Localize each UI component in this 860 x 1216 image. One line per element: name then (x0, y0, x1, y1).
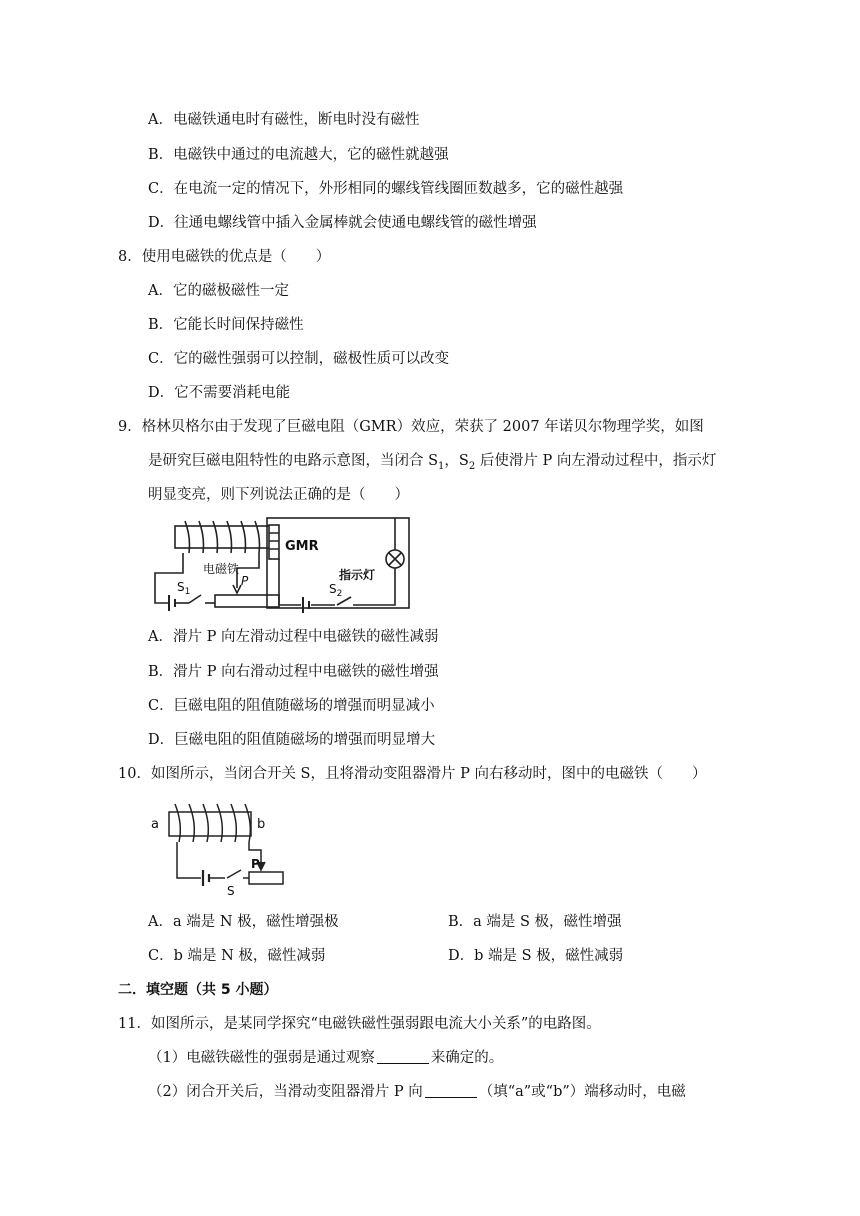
q8-option-a: A．它的磁极磁性一定 (148, 283, 289, 299)
q9-electromagnet-label: 电磁铁 (203, 562, 240, 576)
q9-rheostat (215, 595, 279, 607)
q9-s1-label: $S_1$ (177, 580, 191, 597)
q11-part2: （2）闭合开关后，当滑动变阻器滑片 P 向 （填“a”或“b”）端移动时，电磁 (148, 1084, 686, 1100)
q10-p-label: P (251, 857, 260, 871)
q10-stem: 10．如图所示，当闭合开关 S，且将滑动变阻器滑片 P 向右移动时，图中的电磁铁（ ） (118, 766, 707, 782)
q7-option-d: D．往通电螺线管中插入金属棒就会使通电螺线管的磁性增强 (148, 215, 537, 231)
q7-option-c: C．在电流一定的情况下，外形相同的螺线管线圈匝数越多，它的磁性越强 (148, 181, 624, 197)
q11-blank-1[interactable] (377, 1049, 429, 1064)
q9-lamp-label: 指示灯 (339, 568, 376, 582)
q8-option-d: D．它不需要消耗电能 (148, 385, 291, 401)
q10-option-a: A．a 端是 N 极，磁性增强极 (148, 914, 339, 930)
q11-blank-2[interactable] (425, 1083, 477, 1098)
q10-rheostat (249, 872, 283, 884)
q9-option-c: C．巨磁电阻的阻值随磁场的增强而明显减小 (148, 698, 435, 714)
q9-option-d: D．巨磁电阻的阻值随磁场的增强而明显增大 (148, 732, 436, 748)
q9-option-a: A．滑片 P 向左滑动过程中电磁铁的磁性减弱 (148, 629, 439, 645)
q8-option-b: B．它能长时间保持磁性 (148, 317, 304, 333)
q10-option-d: D．b 端是 S 极，磁性减弱 (448, 948, 624, 964)
q10-core (169, 812, 251, 836)
q9-option-b: B．滑片 P 向右滑动过程中电磁铁的磁性增强 (148, 664, 439, 680)
q10-s-label: S (227, 884, 235, 898)
q11-stem: 11．如图所示，是某同学探究“电磁铁磁性强弱跟电流大小关系”的电路图。 (118, 1016, 601, 1032)
q8-option-c: C．它的磁性强弱可以控制，磁极性质可以改变 (148, 351, 450, 367)
q11-part1: （1）电磁铁磁性的强弱是通过观察 来确定的。 (148, 1050, 504, 1066)
q9-stem-line1: 9．格林贝格尔由于发现了巨磁电阻（GMR）效应，荣获了 2007 年诺贝尔物理学奖，如图 (118, 419, 704, 435)
q10-option-b: B．a 端是 S 极，磁性增强 (448, 914, 622, 930)
q9-p-label: P (241, 574, 249, 588)
section-title: 二．填空题（共 5 小题） (118, 982, 278, 998)
q9-stem-line3: 明显变亮，则下列说法正确的是（ ） (148, 487, 409, 503)
q9-circuit-figure (145, 513, 415, 616)
q9-stem-line2: 是研究巨磁电阻特性的电路示意图，当闭合 $S_1$，$S_2$ 后使滑片 P 向左滑动过程中，指示灯 (148, 453, 717, 472)
q10-a-label: a (151, 817, 159, 832)
q10-option-c: C．b 端是 N 极，磁性减弱 (148, 948, 326, 964)
q7-option-a: A．电磁铁通电时有磁性，断电时没有磁性 (148, 112, 420, 128)
q9-s2-label: $S_2$ (329, 582, 343, 599)
q9-gmr-label: GMR (285, 539, 319, 554)
q10-circuit-figure (145, 794, 295, 899)
q7-option-b: B．电磁铁中通过的电流越大，它的磁性就越强 (148, 147, 449, 163)
q8-stem: 8．使用电磁铁的优点是（ ） (118, 249, 331, 265)
q10-b-label: b (257, 817, 266, 832)
